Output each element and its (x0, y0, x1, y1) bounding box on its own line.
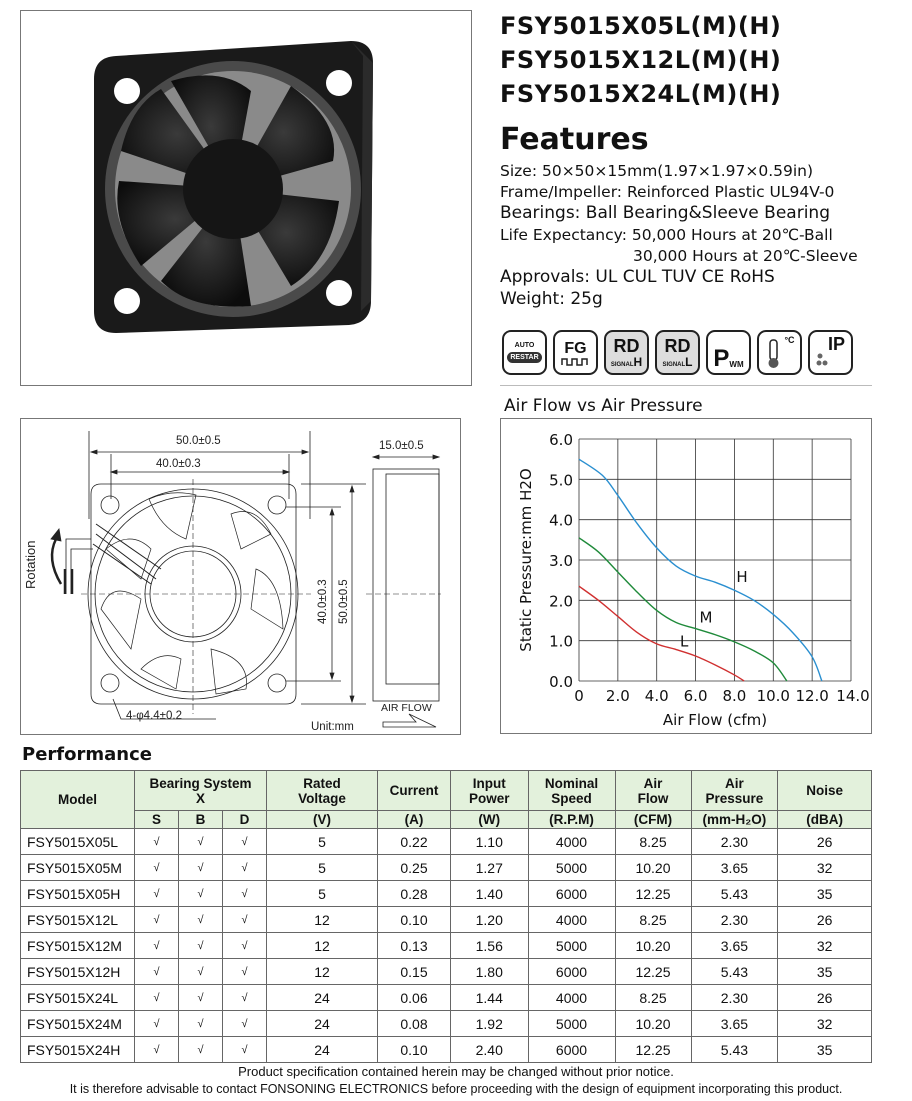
rd-signal-high-icon (604, 330, 649, 375)
dimension-drawing (20, 418, 461, 735)
table-cell: √ (179, 881, 223, 907)
table-cell: 5 (267, 881, 378, 907)
divider (500, 385, 872, 386)
x-axis-label: Air Flow (cfm) (662, 711, 768, 729)
header-pressure: Air Pressure (691, 771, 778, 811)
table-cell: 1.80 (451, 959, 529, 985)
table-row (21, 829, 872, 855)
table-cell: 6000 (528, 881, 615, 907)
table-cell: 35 (778, 881, 872, 907)
table-row (21, 881, 872, 907)
performance-heading: Performance (22, 744, 152, 765)
table-row (21, 907, 872, 933)
table-cell: 1.92 (451, 1011, 529, 1037)
icon-label: AUTO (514, 342, 535, 349)
table-cell: 5000 (528, 1011, 615, 1037)
features-heading: Features (500, 122, 649, 157)
header-pressure-unit: (mm-H₂O) (691, 811, 778, 829)
table-cell: 10.20 (615, 1011, 691, 1037)
table-cell: 0.08 (378, 1011, 451, 1037)
icon-label: FG (564, 339, 587, 357)
table-cell: 12 (267, 959, 378, 985)
table-cell: 32 (778, 1011, 872, 1037)
table-cell: √ (135, 959, 179, 985)
table-cell: 2.30 (691, 985, 778, 1011)
table-cell: √ (135, 881, 179, 907)
ip-rating-icon (808, 330, 853, 375)
table-row (21, 959, 872, 985)
header-d: D (223, 811, 267, 829)
dim-width-outer: 50.0±0.5 (176, 435, 221, 447)
table-cell: 0.15 (378, 959, 451, 985)
table-cell: 2.40 (451, 1037, 529, 1063)
table-cell: 12 (267, 907, 378, 933)
table-cell: 24 (267, 1037, 378, 1063)
feature-approvals: Approvals: UL CUL TUV CE RoHS (500, 267, 775, 287)
table-cell: 10.20 (615, 933, 691, 959)
table-cell: √ (179, 985, 223, 1011)
x-tick-label: 4.0 (644, 687, 669, 705)
thermometer-icon (757, 330, 802, 375)
table-cell: 0.13 (378, 933, 451, 959)
header-voltage: Rated Voltage (267, 771, 378, 811)
table-cell: √ (223, 933, 267, 959)
cell-model: FSY5015X05H (21, 881, 135, 907)
header-noise-unit: (dBA) (778, 811, 872, 829)
header-b: B (179, 811, 223, 829)
x-tick-label: 8.0 (722, 687, 747, 705)
product-photo (20, 10, 472, 386)
icon-label: SIGNALH (610, 354, 643, 369)
table-cell: 2.30 (691, 829, 778, 855)
icon-label: RESTAR (507, 352, 541, 363)
cell-model: FSY5015X05M (21, 855, 135, 881)
table-cell: √ (179, 959, 223, 985)
table-cell: √ (135, 933, 179, 959)
table-cell: √ (179, 907, 223, 933)
table-cell: 26 (778, 829, 872, 855)
header-model: Model (21, 771, 135, 829)
dim-holes: 4-φ4.4±0.2 (126, 710, 182, 722)
table-cell: 12.25 (615, 1037, 691, 1063)
y-tick-label: 4.0 (549, 511, 573, 530)
table-cell: 10.20 (615, 855, 691, 881)
table-row (21, 933, 872, 959)
icon-label: P (713, 345, 730, 372)
table-cell: √ (223, 907, 267, 933)
header-speed: Nominal Speed (528, 771, 615, 811)
x-tick-label: 6.0 (683, 687, 708, 705)
table-cell: 32 (778, 855, 872, 881)
footer-advice: It is therefore advisable to contact FONSONING ELECTRONICS before proceeding with the design of equipment incorporating this product. (69, 1082, 843, 1096)
table-cell: √ (135, 907, 179, 933)
table-cell: 3.65 (691, 933, 778, 959)
cell-model: FSY5015X24H (21, 1037, 135, 1063)
x-tick-label: 10.0 (756, 687, 790, 705)
y-axis-label: Static Pressure:mm H2O (517, 468, 535, 652)
footer-notice: Product specification contained herein may be changed without prior notice. (238, 1064, 674, 1079)
table-cell: 1.40 (451, 881, 529, 907)
performance-table (20, 770, 872, 1063)
table-cell: 35 (778, 959, 872, 985)
header-flow-unit: (CFM) (615, 811, 691, 829)
table-cell: 8.25 (615, 985, 691, 1011)
table-cell: 6000 (528, 1037, 615, 1063)
table-cell: √ (179, 855, 223, 881)
pq-chart (500, 418, 872, 734)
table-cell: 1.20 (451, 907, 529, 933)
table-cell: 26 (778, 985, 872, 1011)
header-noise: Noise (778, 771, 872, 811)
x-tick-label: 14.0 (836, 687, 870, 705)
table-cell: 32 (778, 933, 872, 959)
cell-model: FSY5015X24L (21, 985, 135, 1011)
table-cell: √ (179, 933, 223, 959)
table-cell: √ (179, 829, 223, 855)
header-power-unit: (W) (451, 811, 529, 829)
table-cell: 12.25 (615, 881, 691, 907)
table-cell: 8.25 (615, 829, 691, 855)
icon-label: RD (613, 335, 640, 356)
header-voltage-unit: (V) (267, 811, 378, 829)
table-cell: 12 (267, 933, 378, 959)
y-tick-label: 6.0 (549, 431, 573, 449)
table-cell: 3.65 (691, 1011, 778, 1037)
auto-restart-icon (502, 330, 547, 375)
table-cell: 5.43 (691, 1037, 778, 1063)
header-current-unit: (A) (378, 811, 451, 829)
cell-model: FSY5015X24M (21, 1011, 135, 1037)
airflow-label: AIR FLOW (381, 702, 432, 714)
feature-weight: Weight: 25g (500, 289, 603, 309)
table-row (21, 1037, 872, 1063)
dim-height-outer: 50.0±0.5 (338, 579, 350, 624)
pq-chart-svg (501, 419, 871, 733)
table-cell: 8.25 (615, 907, 691, 933)
dim-height-inner: 40.0±0.3 (317, 579, 329, 624)
y-tick-label: 0.0 (549, 673, 573, 691)
table-cell: 0.10 (378, 1037, 451, 1063)
y-tick-label: 3.0 (549, 552, 573, 570)
table-cell: 1.27 (451, 855, 529, 881)
series-label-H: H (736, 568, 748, 587)
header-power: Input Power (451, 771, 529, 811)
table-cell: √ (135, 1011, 179, 1037)
cell-model: FSY5015X05L (21, 829, 135, 855)
table-cell: 6000 (528, 959, 615, 985)
model-title: FSY5015X24L(M)(H) (500, 80, 782, 108)
rotation-label: Rotation (23, 540, 38, 589)
series-label-L: L (680, 632, 689, 651)
table-cell: 24 (267, 985, 378, 1011)
table-cell: √ (223, 881, 267, 907)
table-cell: 5000 (528, 933, 615, 959)
table-cell: √ (223, 1011, 267, 1037)
icon-label: SIGNALL (662, 354, 693, 369)
table-cell: 0.10 (378, 907, 451, 933)
y-tick-label: 1.0 (549, 632, 573, 651)
model-title: FSY5015X12L(M)(H) (500, 46, 782, 74)
header-flow: Air Flow (615, 771, 691, 811)
feature-icons (502, 330, 853, 375)
table-cell: 26 (778, 907, 872, 933)
fan-photo-image (21, 11, 471, 385)
header-current: Current (378, 771, 451, 811)
feature-size: Size: 50×50×15mm(1.97×1.97×0.59in) (500, 162, 814, 180)
header-s: S (135, 811, 179, 829)
table-cell: √ (223, 985, 267, 1011)
table-cell: 1.44 (451, 985, 529, 1011)
cell-model: FSY5015X12L (21, 907, 135, 933)
icon-label: WM (729, 360, 744, 369)
icon-label: RD (664, 335, 691, 356)
table-cell: 3.65 (691, 855, 778, 881)
table-cell: √ (223, 855, 267, 881)
table-cell: √ (135, 829, 179, 855)
dim-depth: 15.0±0.5 (379, 440, 424, 452)
icon-label: IP (827, 334, 845, 354)
fg-signal-icon (553, 330, 598, 375)
feature-frame: Frame/Impeller: Reinforced Plastic UL94V-0 (500, 183, 835, 201)
rd-signal-low-icon (655, 330, 700, 375)
x-tick-label: 0 (574, 687, 584, 705)
table-row (21, 855, 872, 881)
table-cell: √ (135, 855, 179, 881)
table-cell: 0.28 (378, 881, 451, 907)
series-label-M: M (699, 608, 713, 627)
pwm-icon (706, 330, 751, 375)
table-cell: √ (223, 1037, 267, 1063)
table-cell: 5 (267, 829, 378, 855)
feature-life-sleeve: 30,000 Hours at 20℃-Sleeve (633, 247, 858, 265)
feature-bearings: Bearings: Ball Bearing&Sleeve Bearing (500, 203, 830, 223)
table-cell: √ (135, 1037, 179, 1063)
y-tick-label: 2.0 (549, 592, 573, 611)
x-tick-label: 2.0 (605, 687, 630, 705)
x-tick-label: 12.0 (795, 687, 829, 705)
table-cell: 5000 (528, 855, 615, 881)
unit-label: Unit:mm (311, 721, 354, 733)
y-tick-label: 5.0 (549, 471, 573, 490)
table-cell: √ (223, 829, 267, 855)
table-cell: 5 (267, 855, 378, 881)
table-cell: 0.06 (378, 985, 451, 1011)
table-cell: √ (179, 1011, 223, 1037)
table-cell: √ (179, 1037, 223, 1063)
dim-width-inner: 40.0±0.3 (156, 458, 201, 470)
header-bearing: Bearing System X (135, 771, 267, 811)
table-cell: √ (135, 985, 179, 1011)
table-cell: 4000 (528, 829, 615, 855)
table-cell: 0.25 (378, 855, 451, 881)
table-row (21, 985, 872, 1011)
table-cell: 5.43 (691, 881, 778, 907)
table-cell: 5.43 (691, 959, 778, 985)
table-cell: 1.56 (451, 933, 529, 959)
table-row (21, 1011, 872, 1037)
table-cell: 24 (267, 1011, 378, 1037)
table-cell: 0.22 (378, 829, 451, 855)
header-speed-unit: (R.P.M) (528, 811, 615, 829)
model-title: FSY5015X05L(M)(H) (500, 12, 782, 40)
icon-label: °C (784, 335, 795, 345)
table-cell: 35 (778, 1037, 872, 1063)
table-cell: 4000 (528, 985, 615, 1011)
table-cell: 2.30 (691, 907, 778, 933)
table-cell: √ (223, 959, 267, 985)
table-cell: 12.25 (615, 959, 691, 985)
cell-model: FSY5015X12M (21, 933, 135, 959)
table-cell: 4000 (528, 907, 615, 933)
table-cell: 1.10 (451, 829, 529, 855)
chart-title: Air Flow vs Air Pressure (504, 396, 703, 416)
feature-life: Life Expectancy: 50,000 Hours at 20℃-Ball (500, 226, 833, 244)
cell-model: FSY5015X12H (21, 959, 135, 985)
